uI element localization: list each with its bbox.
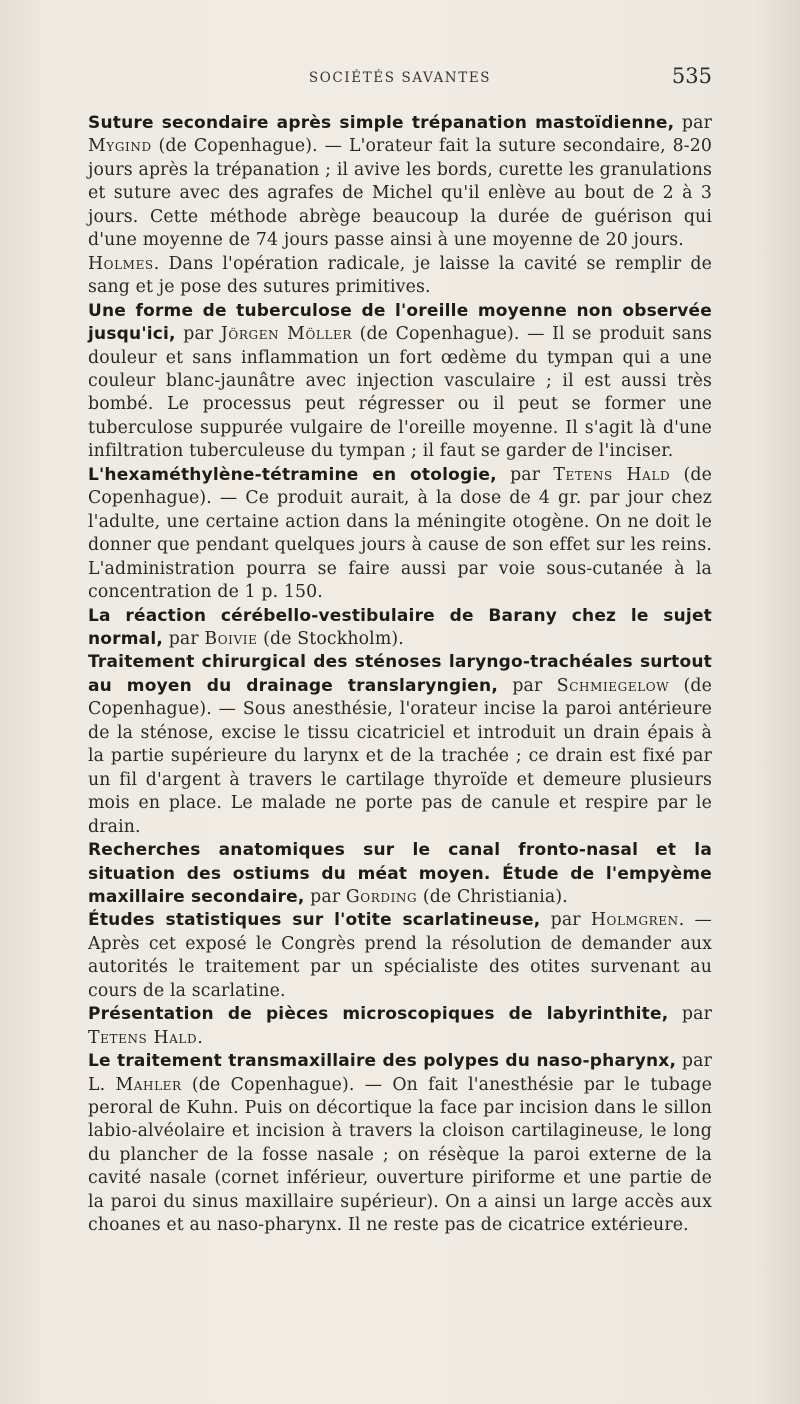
entry-body: (de Copenhague). — L'orateur fait la suture secondaire, 8-20 jours après la trépanation ; il avive les bords, curette les granulations et suture avec des agrafes de Michel qu'il enlève au bout de 2 à 3 jours. Cette méthode abrège beaucoup la durée de guérison qui d'une moyenne de 74 jours passe ainsi à une moyenne de 20 jours.: [88, 136, 712, 251]
entry-paragraph: [88, 300, 712, 464]
entry-paragraph: [88, 112, 712, 253]
entry-paragraph: [88, 909, 712, 1003]
entry-author: Tetens Hald: [88, 1027, 198, 1048]
entry-body: .: [197, 1027, 203, 1048]
entry-byline-prefix: par: [496, 464, 554, 485]
entry-author: Gording: [345, 886, 418, 907]
entry-body: (de Christiania).: [417, 886, 568, 907]
entry-byline-prefix: par: [175, 324, 221, 345]
entry-title: Une forme de tuberculose de l'oreille moyenne non observée jusqu'ici,: [88, 300, 712, 345]
entry-author: Schmiegelow: [556, 675, 670, 696]
entry-author: Tetens Hald: [553, 464, 671, 485]
entry-title: La réaction cérébello-vestibulaire de Barany chez le sujet normal,: [88, 605, 712, 649]
entry-body: . — Après cet exposé le Congrès prend la résolution de demander aux autorités le traitement par un spécialiste des otites survenant au cours de la scarlatine.: [88, 910, 712, 1001]
entry-author: Holmes: [88, 253, 154, 274]
entry-body: (de Stockholm).: [257, 628, 404, 649]
entry-byline-prefix: par L.: [88, 1051, 712, 1095]
entry-byline-prefix: par: [540, 910, 591, 931]
page-header: [88, 62, 712, 98]
entry-title: L'hexaméthylène-tétramine en otologie,: [88, 464, 497, 485]
entry-byline-prefix: par: [674, 113, 712, 133]
entry-author: Mygind: [88, 136, 152, 157]
entry-title: Présentation de pièces microscopiques de labyrinthite,: [88, 1004, 669, 1025]
entry-body: (de Copenhague). — Sous anesthésie, l'orateur incise la paroi antérieure de la sténose, excise le tissu cicatriciel et introduit un drain épais à la partie supérieure du larynx et de la trachée ; ce drain est fixé par un fil d'argent à travers le cartilage thyroïde et demeure plusieurs mois en place. Le malade ne porte pas de canule et respire par le drain.: [88, 675, 712, 837]
entry-byline-prefix: par: [668, 1004, 712, 1025]
entry-paragraph: [88, 839, 712, 909]
entry-body: (de Copenhague). — Ce produit aurait, à la dose de 4 gr. par jour chez l'adulte, une certaine action dans la méningite otogène. On ne doit le donner que pendant quelques jours à cause de son effet sur les reins. L'administration pourra se faire aussi par voie sous-cutanée à la concentration de 1 p. 150.: [88, 464, 712, 603]
entry-title: Traitement chirurgical des sténoses laryngo-trachéales surtout au moyen du drainage translaryngien,: [88, 652, 712, 696]
entry-body: (de Copenhague). — On fait l'anesthésie par le tubage peroral de Kuhn. Puis on décortique la face par incision dans le sillon labio-alvéolaire et incision à travers la cloison cartilagineuse, le long du plancher de la fosse nasale ; on résèque la paroi externe de la cavité nasale (cornet inférieur, ouverture piriforme et une partie de la paroi du sinus maxillaire supérieur). On a ainsi un large accès aux choanes et au naso-pharynx. Il ne reste pas de cicatrice extérieure.: [88, 1074, 712, 1236]
page-number: 535: [671, 64, 712, 88]
entry-paragraph: [88, 464, 712, 605]
entry-paragraph: [88, 253, 712, 300]
entry-paragraph: [88, 1050, 712, 1238]
entry-title: Suture secondaire après simple trépanation mastoïdienne,: [88, 113, 675, 133]
entry-body: (de Copenhague). — Il se produit sans douleur et sans inflammation un fort œdème du tympan qui a une couleur blanc-jaunâtre avec injection vasculaire ; il est aussi très bombé. Le processus peut régresser ou il peut se former une tuberculose suppurée vulgaire de l'oreille moyenne. Il s'agit là d'une infiltration tuberculeuse du tympan ; il faut se garder de l'inciser.: [88, 324, 712, 462]
entry-title: Recherches anatomiques sur le canal fronto-nasal et la situation des ostiums du méat moyen. Étude de l'empyème maxillaire secondaire,: [88, 840, 712, 907]
entry-body: . Dans l'opération radicale, je laisse la cavité se remplir de sang et je pose des sutures primitives.: [88, 253, 712, 298]
entry-author: Jörgen Möller: [220, 324, 353, 345]
running-title: SOCIÉTÉS SAVANTES: [308, 70, 492, 86]
entry-byline-prefix: par: [304, 886, 346, 907]
entry-byline-prefix: par: [497, 675, 557, 696]
entry-author: Boivie: [204, 628, 258, 649]
entry-author: Holmgren: [590, 910, 679, 931]
entry-title: Études statistiques sur l'otite scarlatineuse,: [88, 910, 541, 931]
entry-author: Mahler: [115, 1074, 182, 1095]
entry-paragraph: [88, 651, 712, 839]
entry-title: Le traitement transmaxillaire des polypes du naso-pharynx,: [88, 1051, 677, 1072]
entry-byline-prefix: par: [163, 628, 205, 649]
article-text: [88, 112, 712, 1238]
entry-paragraph: [88, 605, 712, 652]
entry-paragraph: [88, 1003, 712, 1050]
